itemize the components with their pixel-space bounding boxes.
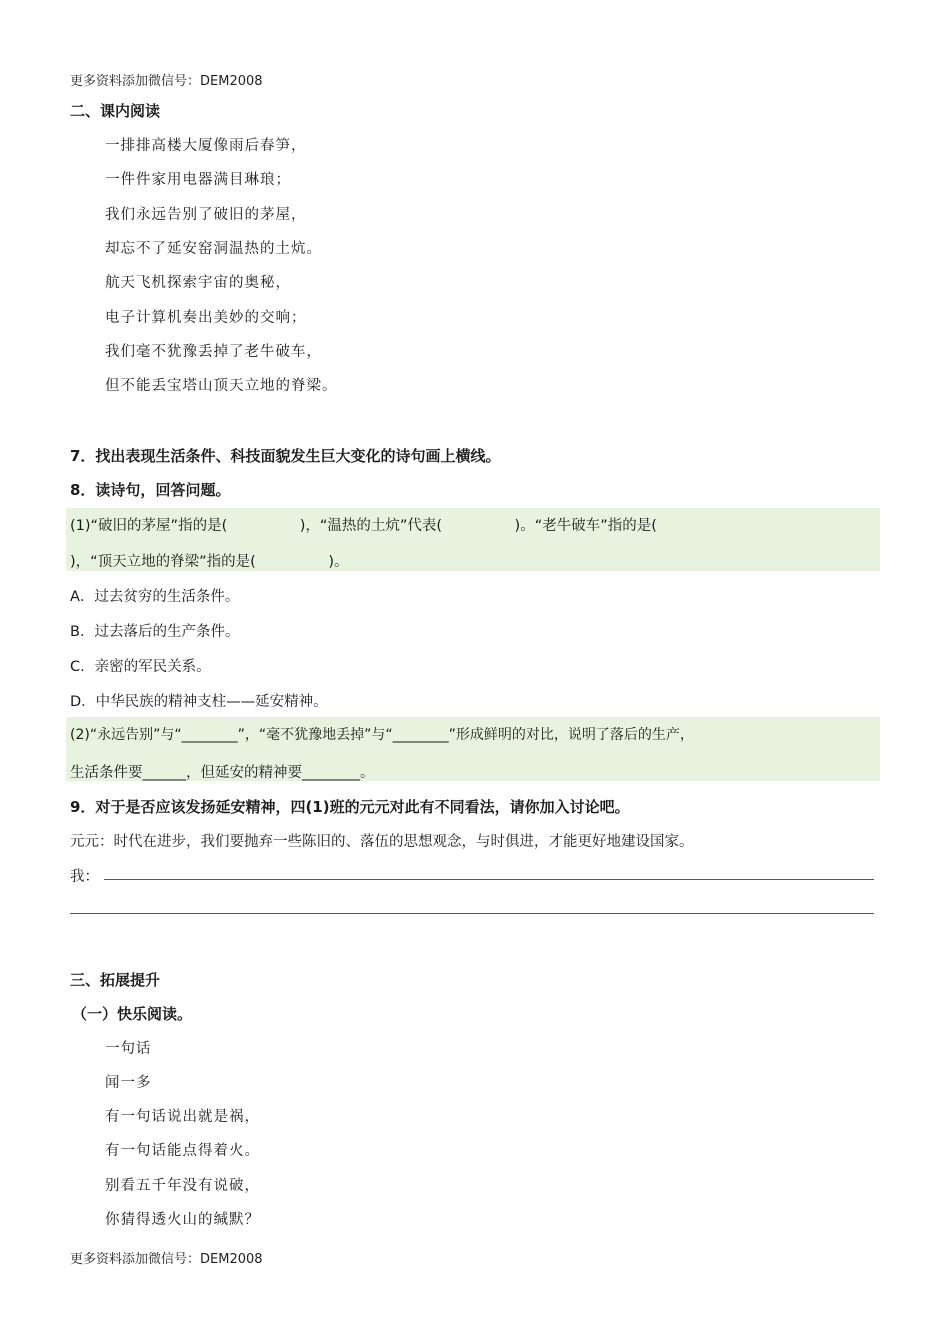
poem-line: 但不能丢宝塔山顶天立地的脊梁。: [105, 378, 338, 394]
q8-part2-line1: (2)“永远告别”与“________”，“毫不犹豫地丢掉”与“________”形成鲜明的对比，说明了落后的生产，: [70, 727, 694, 743]
q8-option-d: D．中华民族的精神支柱——延安精神。: [70, 694, 328, 710]
answer-line[interactable]: [104, 879, 874, 880]
section-title-extension: 三、拓展提升: [70, 971, 161, 989]
section-title-reading: 二、课内阅读: [70, 102, 161, 120]
q8-option-c: C．亲密的军民关系。: [70, 659, 211, 675]
question-8-title: 8．读诗句，回答问题。: [70, 481, 231, 499]
q8-option-a: A．过去贫穷的生活条件。: [70, 589, 240, 605]
footer-note: 更多资料添加微信号：DEM2008: [70, 1252, 263, 1267]
q8-part1-line2: )，“顶天立地的脊梁”指的是( )。: [70, 554, 349, 570]
poem-author: 闻一多: [105, 1075, 152, 1091]
poem-line: 电子计算机奏出美妙的交响；: [105, 310, 307, 326]
question-9-title: 9．对于是否应该发扬延安精神，四(1)班的元元对此有不同看法，请你加入讨论吧。: [70, 798, 630, 816]
poem-line: 一件件家用电器满目琳琅；: [105, 172, 291, 188]
poem-line: 有一句话说出就是祸，: [105, 1109, 260, 1125]
q8-part2-line2: 生活条件要______，但延安的精神要________。: [70, 765, 375, 781]
yuanyuan-opinion: 元元：时代在进步，我们要抛弃一些陈旧的、落伍的思想观念，与时俱进，才能更好地建设国家。: [70, 834, 694, 850]
me-label: 我：: [70, 869, 99, 885]
header-note: 更多资料添加微信号：DEM2008: [70, 74, 263, 89]
poem-line: 航天飞机探索宇宙的奥秘，: [105, 275, 291, 291]
poem-line: 一排排高楼大厦像雨后春笋，: [105, 138, 307, 154]
subsection-title: （一）快乐阅读。: [72, 1005, 193, 1023]
poem-line: 我们永远告别了破旧的茅屋，: [105, 207, 307, 223]
poem-line: 别看五千年没有说破，: [105, 1178, 260, 1194]
poem-title: 一句话: [105, 1041, 152, 1057]
answer-line[interactable]: [70, 913, 874, 914]
poem-line: 有一句话能点得着火。: [105, 1143, 260, 1159]
poem-line: 却忘不了延安窑洞温热的土炕。: [105, 241, 322, 257]
question-7: 7．找出表现生活条件、科技面貌发生巨大变化的诗句画上横线。: [70, 447, 501, 465]
q8-part1-line1: (1)“破旧的茅屋”指的是( )，“温热的土炕”代表( )。“老牛破车”指的是(: [70, 518, 657, 534]
poem-line: 你猜得透火山的缄默？: [105, 1212, 260, 1228]
q8-option-b: B．过去落后的生产条件。: [70, 624, 240, 640]
poem-line: 我们毫不犹豫丢掉了老牛破车，: [105, 344, 322, 360]
